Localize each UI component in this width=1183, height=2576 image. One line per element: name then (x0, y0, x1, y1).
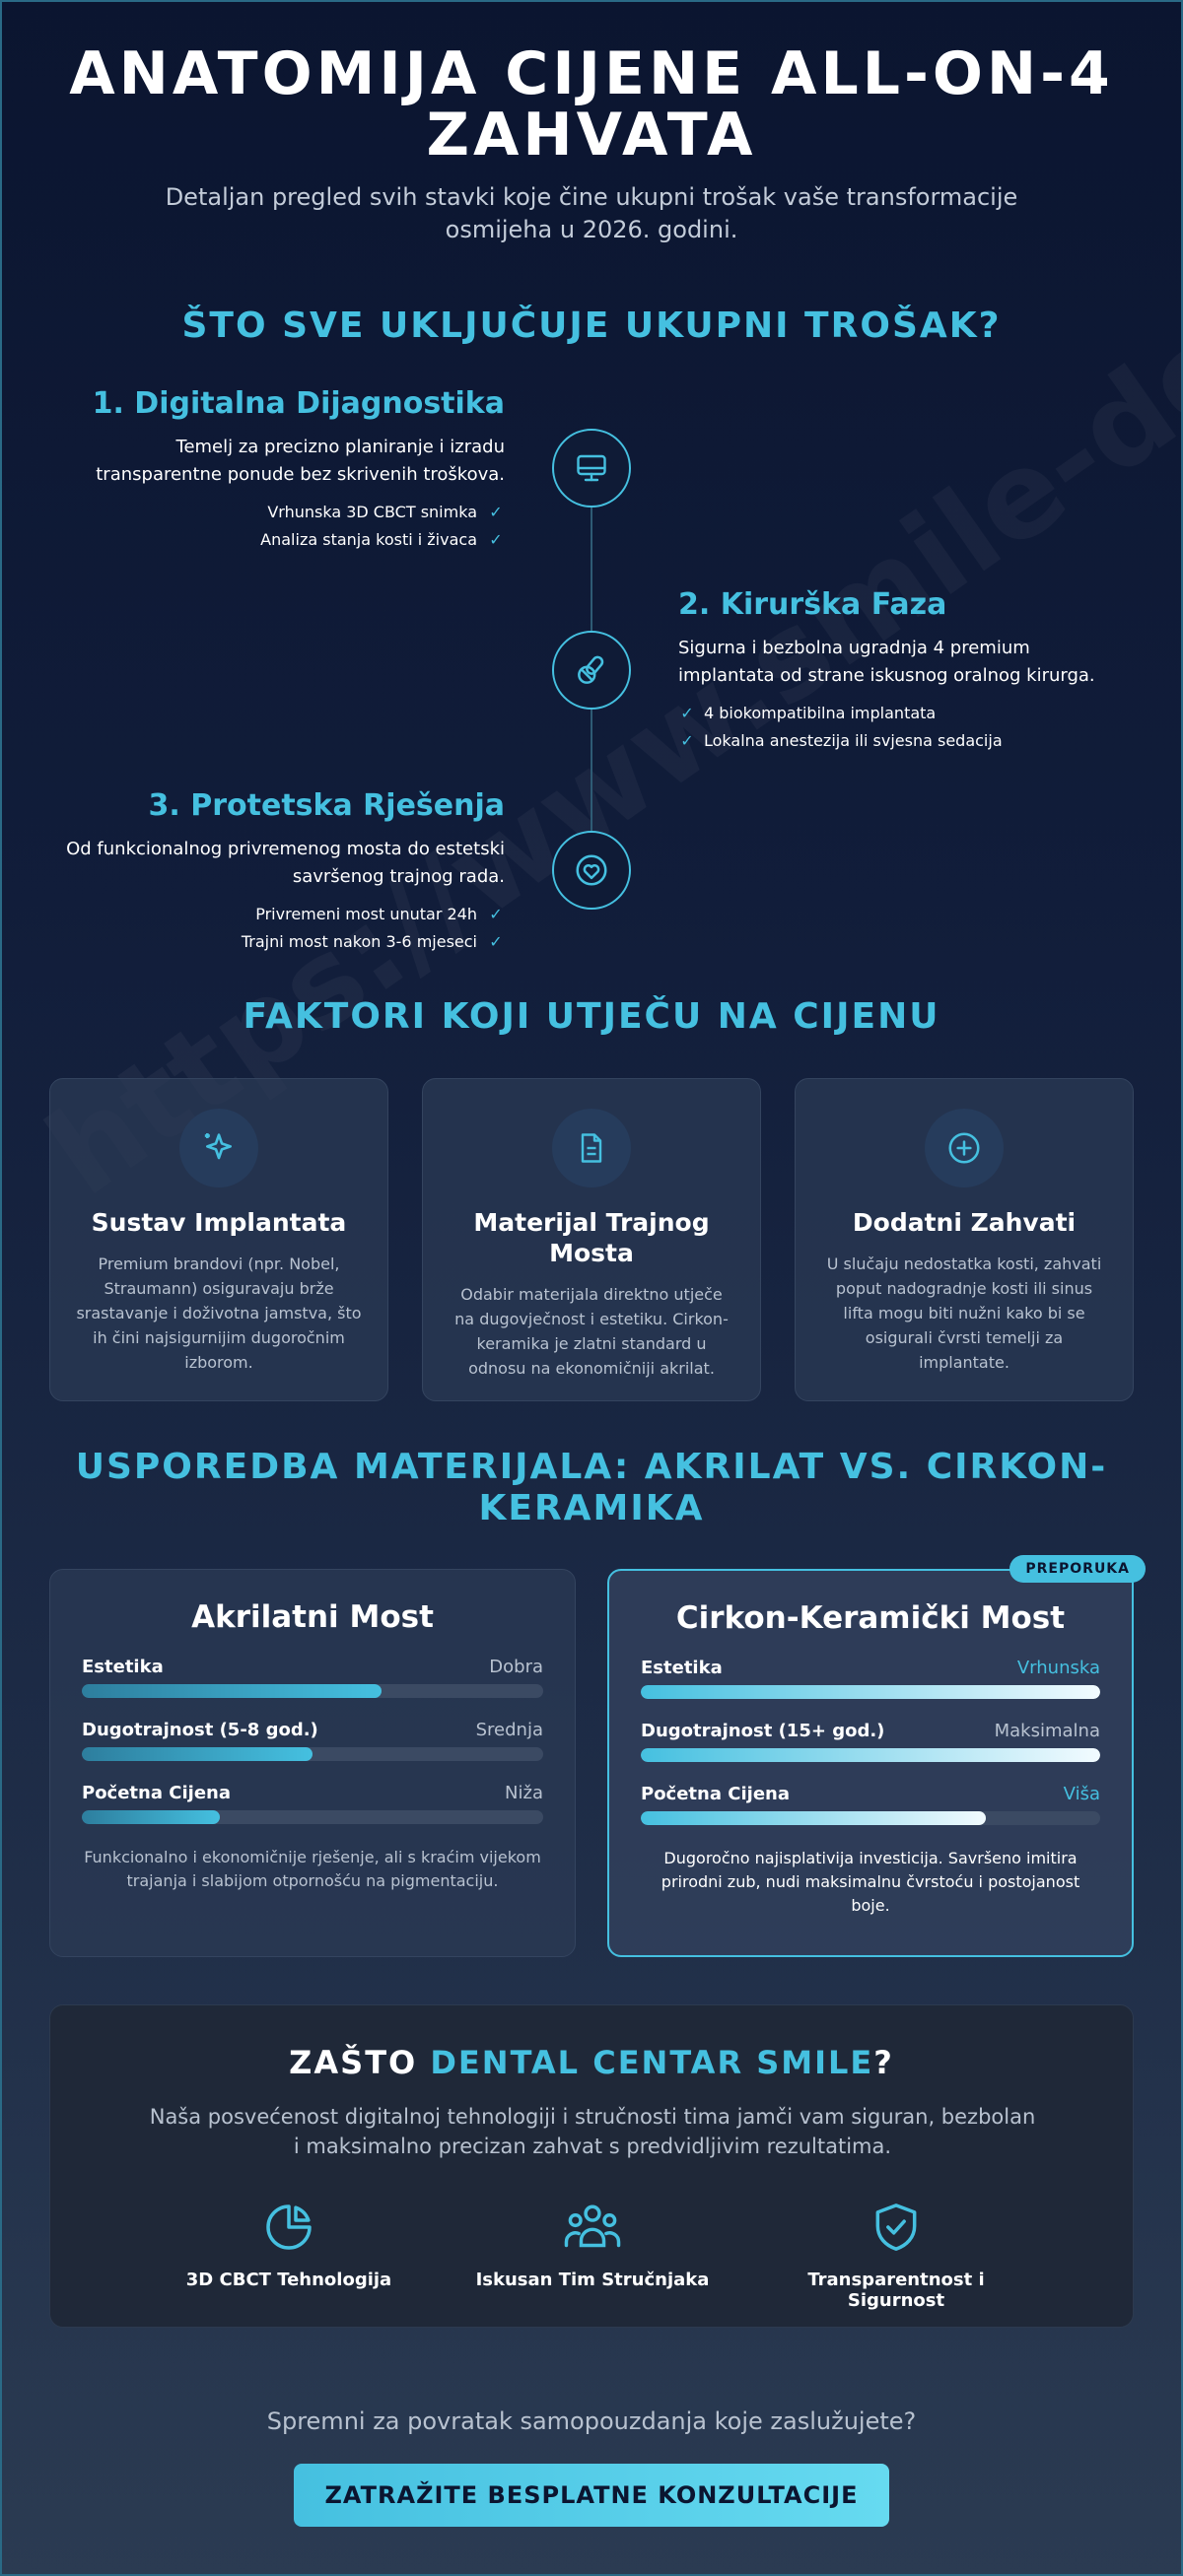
recommended-badge: PREPORUKA (1009, 1555, 1146, 1583)
step-desc: Od funkcionalnog privremenog mosta do estetski savršenog trajnog rada. (66, 839, 505, 887)
feature-team: Iskusan Tim Stručnjaka (454, 2199, 731, 2290)
factor-title: Sustav Implantata (91, 1208, 347, 1237)
step-desc: Temelj za precizno planiranje i izradu transparentne ponude bez skrivenih troškova. (96, 437, 505, 485)
metric-initial-price: Početna Cijena Viša (641, 1784, 1100, 1825)
progress-bar (82, 1747, 543, 1761)
factor-desc: Premium brandovi (npr. Nobel, Straumann) osiguravaju brže srastavanje i doživotna jamstva, što ih čini najsigurnijim dugoročnim izborom. (76, 1254, 362, 1372)
comparison-note: Dugoročno najisplativija investicija. Savršeno imitira prirodni zub, nudi maksimalnu čvrstoću i postojanost boje. (661, 1849, 1080, 1915)
feature-cbct: 3D CBCT Tehnologija (151, 2199, 427, 2290)
team-icon (454, 2199, 731, 2256)
step-digital-diagnostics (51, 386, 505, 554)
metric-durability: Dugotrajnost (15+ god.) Maksimalna (641, 1721, 1100, 1762)
step-item: Trajni most nakon 3-6 mjeseci ✓ (51, 928, 505, 956)
check-icon: ✓ (489, 503, 503, 521)
step-item: Vrhunska 3D CBCT snimka ✓ (51, 499, 505, 526)
check-icon: ✓ (489, 905, 503, 923)
pie-chart-icon (151, 2199, 427, 2256)
step-item: Privremeni most unutar 24h ✓ (51, 901, 505, 928)
includes-title: ŠTO SVE UKLJUČUJE UKUPNI TROŠAK? (181, 305, 1002, 346)
factor-desc: U slučaju nedostatka kosti, zahvati poput nadogradnje kosti ili sinus lifta mogu biti nužni kako bi se osigurali čvrsti temelji za implantate. (826, 1254, 1102, 1372)
progress-bar (82, 1684, 543, 1698)
pills-icon (552, 631, 631, 710)
factor-card-implant-system (49, 1078, 388, 1401)
why-us-title: ZAŠTO DENTAL CENTAR SMILE? (289, 2044, 894, 2081)
step-desc: Sigurna i bezbolna ugradnja 4 premium implantata od strane iskusnog oralnog kirurga. (678, 638, 1095, 686)
step-prosthetics (51, 788, 505, 956)
monitor-icon (552, 429, 631, 508)
plus-circle-icon (925, 1109, 1004, 1187)
consultation-button[interactable]: ZATRAŽITE BESPLATNE KONZULTACIJE (294, 2464, 889, 2527)
factor-title: Materijal Trajnog Mosta (473, 1208, 710, 1267)
metric-durability: Dugotrajnost (5-8 god.) Srednja (82, 1720, 543, 1761)
comparison-note: Funkcionalno i ekonomičnije rješenje, ali s kraćim vijekom trajanja i slabijom otpornošću na pigmentaciju. (84, 1848, 541, 1890)
step-title: 2. Kirurška Faza (678, 587, 947, 622)
factor-desc: Odabir materijala direktno utječe na dugovječnost i estetiku. Cirkon-keramika je zlatni standard u odnosu na ekonomičniji akrilat. (454, 1285, 729, 1378)
comparison-title: USPOREDBA MATERIJALA: AKRILAT VS. CIRKON-KERAMIKA (75, 1447, 1108, 1528)
metric-initial-price: Početna Cijena Niža (82, 1783, 543, 1824)
step-item: ✓ 4 biokompatibilna implantata (678, 700, 1132, 727)
progress-bar (641, 1685, 1100, 1699)
factors-title: FAKTORI KOJI UTJEČU NA CIJENU (243, 996, 940, 1037)
document-icon (552, 1109, 631, 1187)
shield-check-icon (758, 2199, 1034, 2256)
metric-aesthetics: Estetika Dobra (82, 1657, 543, 1698)
metric-aesthetics: Estetika Vrhunska (641, 1658, 1100, 1699)
step-surgical-phase (678, 587, 1132, 755)
step-item: Analiza stanja kosti i živaca ✓ (51, 526, 505, 554)
progress-bar (641, 1811, 1100, 1825)
step-title: 1. Digitalna Dijagnostika (92, 386, 505, 421)
page-title: ANATOMIJA CIJENE ALL-ON-4 ZAHVATA (69, 39, 1114, 169)
cta-question: Spremni za povratak samopouzdanja koje zaslužujete? (266, 2407, 917, 2435)
page-subtitle: Detaljan pregled svih stavki koje čine ukupni trošak vaše transformacije osmijeha u 2026. godini. (165, 183, 1018, 243)
comparison-card-title: Cirkon-Keramički Most (675, 1600, 1066, 1636)
heart-icon (552, 831, 631, 910)
factor-card-additional-procedures (795, 1078, 1134, 1401)
step-title: 3. Protetska Rješenja (148, 788, 505, 823)
check-icon: ✓ (489, 932, 503, 951)
check-icon: ✓ (680, 704, 694, 722)
step-item: ✓ Lokalna anestezija ili svjesna sedacija (678, 727, 1132, 755)
sparkle-icon (179, 1109, 258, 1187)
comparison-card-title: Akrilatni Most (191, 1599, 434, 1635)
comparison-card-zirconia (607, 1561, 1134, 1957)
factor-card-bridge-material (422, 1078, 761, 1401)
factor-title: Dodatni Zahvati (852, 1208, 1077, 1237)
comparison-card-acrylic (49, 1569, 576, 1957)
feature-transparency: Transparentnost i Sigurnost (758, 2199, 1034, 2311)
progress-bar (641, 1748, 1100, 1762)
progress-bar (82, 1810, 543, 1824)
why-us-desc: Naša posvećenost digitalnoj tehnologiji i stručnosti tima jamči vam siguran, bezbolan i maksimalno precizan zahvat s predvidljivim rezultatima. (149, 2105, 1036, 2158)
check-icon: ✓ (680, 731, 694, 750)
check-icon: ✓ (489, 530, 503, 549)
why-us-box (49, 2004, 1134, 2328)
